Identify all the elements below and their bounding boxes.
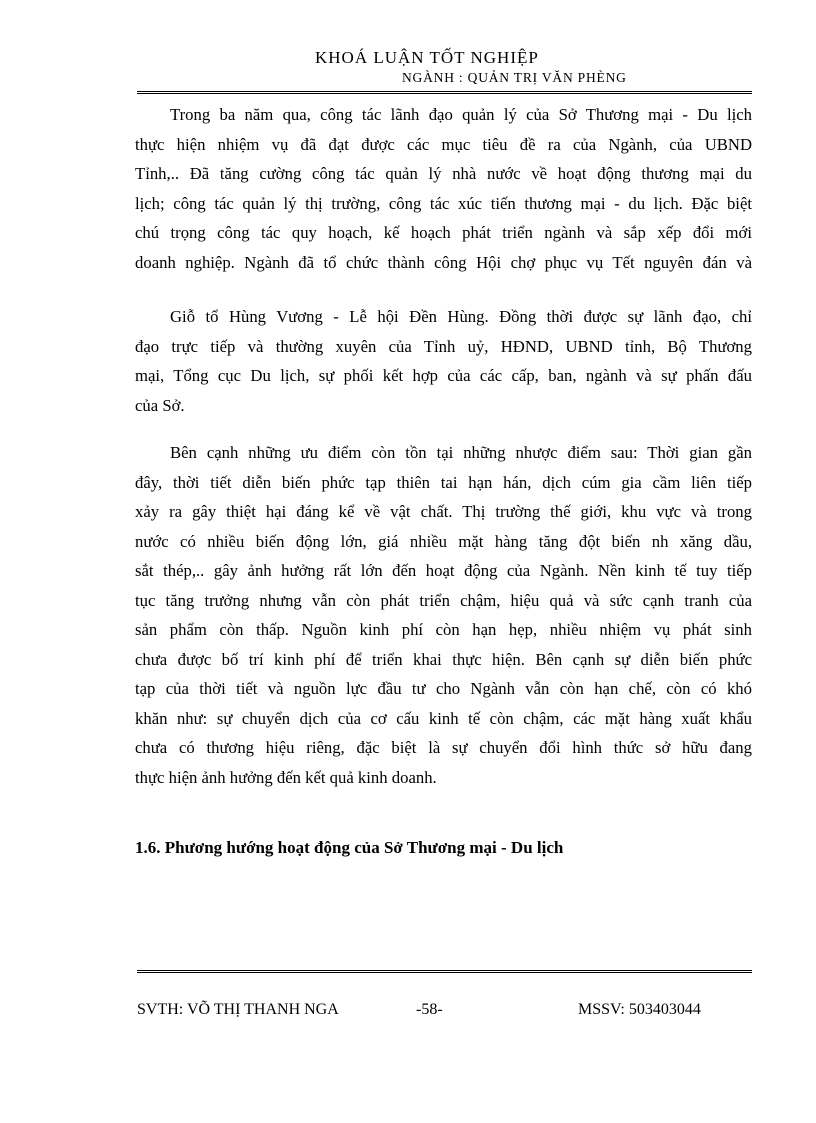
paragraph-line: tạp của thời tiết và nguồn lực đầu tư cho Ngành vẫn còn hạn chế, còn có khó bbox=[135, 679, 752, 698]
paragraph-line: đạo trực tiếp và thường xuyên của Tỉnh uỷ, HĐND, UBND tỉnh, Bộ Thương bbox=[135, 336, 752, 356]
paragraph-line: khăn như: sự chuyển dịch của cơ cấu kinh tế còn chậm, các mặt hàng xuất khẩu bbox=[135, 708, 752, 728]
paragraph-line: lịch; công tác quản lý thị trường, công tác xúc tiến thương mại - du lịch. Đặc biệt bbox=[135, 193, 752, 213]
paragraph-line: của Sở. bbox=[135, 395, 185, 415]
footer-divider bbox=[137, 970, 752, 973]
paragraph-line: nước có nhiều biến động lớn, giá nhiều mặt hàng tăng đột biến nh xăng dầu, bbox=[135, 531, 752, 551]
page-header-subtitle: NGÀNH : QUẢN TRỊ VĂN PHÈNG bbox=[402, 70, 627, 85]
paragraph-achievements bbox=[135, 100, 752, 277]
paragraph-line: mại, Tổng cục Du lịch, sự phối kết hợp của các cấp, ban, ngành và sự phấn đấu bbox=[135, 366, 752, 385]
footer-student-id: MSSV: 503403044 bbox=[578, 1001, 701, 1018]
paragraph-line: chú trọng công tác quy hoạch, kế hoạch phát triển ngành và sắp xếp đổi mới bbox=[135, 223, 752, 242]
footer-student-name: SVTH: VÕ THỊ THANH NGA bbox=[137, 1001, 339, 1018]
paragraph-line: Giỗ tổ Hùng Vương - Lễ hội Đền Hùng. Đồng thời được sự lãnh đạo, chỉ bbox=[170, 307, 752, 326]
paragraph-weaknesses bbox=[135, 438, 752, 792]
paragraph-line: Bên cạnh những ưu điểm còn tồn tại những nhược điểm sau: Thời gian gần bbox=[170, 443, 752, 462]
paragraph-line: thực hiện nhiệm vụ đã đạt được các mục tiêu đề ra của Ngành, của UBND bbox=[135, 134, 752, 154]
paragraph-line: tục tăng trưởng nhưng vẫn còn phát triển chậm, hiệu quả và sức cạnh tranh của bbox=[135, 590, 752, 610]
page-header-title: KHOÁ LUẬN TỐT NGHIỆP bbox=[315, 48, 539, 67]
paragraph-line: chưa được bố trí kinh phí để triển khai thực hiện. Bên cạnh sự diễn biến phức bbox=[135, 649, 752, 669]
paragraph-line: sản phẩm còn thấp. Nguồn kinh phí còn hạn hẹp, nhiều nhiệm vụ phát sinh bbox=[135, 620, 752, 639]
paragraph-line: sắt thép,.. gây ảnh hưởng rất lớn đến hoạt động của Ngành. Nền kinh tế tuy tiếp bbox=[135, 561, 752, 580]
paragraph-line: xảy ra gây thiệt hại đáng kể về vật chất. Thị trường thế giới, khu vực và trong bbox=[135, 502, 752, 521]
paragraph-line: Tỉnh,.. Đã tăng cường công tác quản lý nhà nước về hoạt động thương mại du bbox=[135, 164, 752, 183]
paragraph-line: đây, thời tiết diễn biến phức tạp thiên tai hạn hán, dịch cúm gia cầm liên tiếp bbox=[135, 472, 752, 492]
header-divider bbox=[137, 91, 752, 94]
paragraph-line: doanh nghiệp. Ngành đã tổ chức thành công Hội chợ phục vụ Tết nguyên đán và bbox=[135, 252, 752, 272]
paragraph-line: thực hiện ảnh hưởng đến kết quả kinh doanh. bbox=[135, 767, 437, 787]
section-heading: 1.6. Phương hướng hoạt động của Sở Thương mại - Du lịch bbox=[135, 838, 564, 857]
paragraph-line: Trong ba năm qua, công tác lãnh đạo quản lý của Sở Thương mại - Du lịch bbox=[170, 105, 752, 124]
footer-page-number: -58- bbox=[416, 1001, 443, 1018]
paragraph-line: chưa có thương hiệu riêng, đặc biệt là sự chuyển đổi hình thức sở hữu đang bbox=[135, 738, 752, 757]
paragraph-support bbox=[135, 302, 752, 420]
